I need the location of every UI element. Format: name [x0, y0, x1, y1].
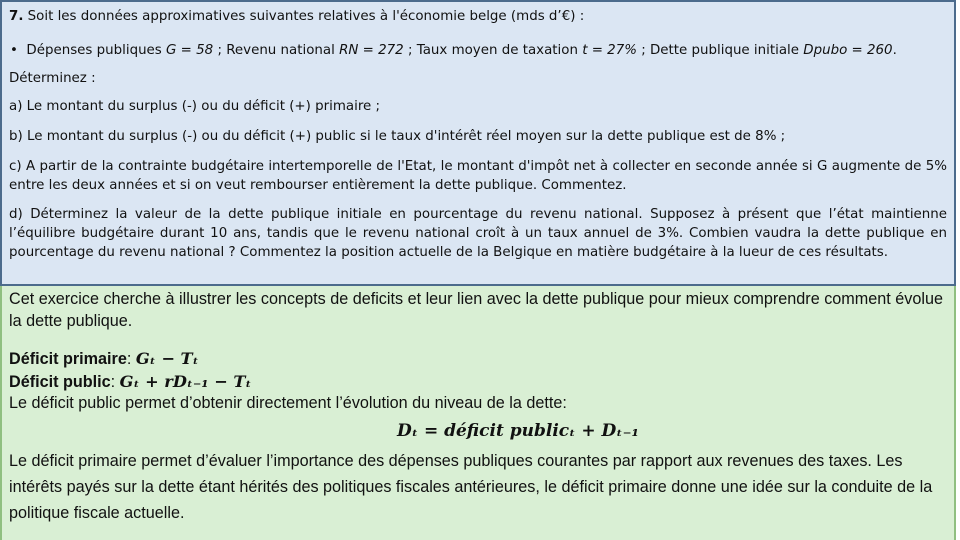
question-title: [9, 7, 947, 26]
data-part-dpub: Dpubo = 260: [803, 43, 893, 58]
primary-deficit-definition: Déficit primaire: Gₜ − Tₜ: [9, 349, 199, 368]
question-part-b: b) Le montant du surplus (-) ou du déficit (+) public si le taux d'intérêt réel moyen sur la dette publique est de 8% ;: [9, 129, 786, 144]
answer-intro: Cet exercice cherche à illustrer les concepts de deficits et leur lien avec la dette publique pour mieux comprendre comment évolue la dette publique.: [9, 290, 943, 330]
question-part-c: c) A partir de la contrainte budgétaire intertemporelle de l'Etat, le montant d'impôt net à collecter en seconde année si G augmente de 5% entre les deux années et si on veut rembourser entièrement la dette publique. Commentez.: [9, 159, 947, 193]
data-part-rn: RN = 272: [339, 43, 404, 58]
bullet-icon: •: [10, 43, 18, 58]
public-deficit-label: Déficit public: [9, 372, 111, 391]
data-part-7: ; Dette publique initiale: [636, 43, 804, 58]
question-part-a: a) Le montant du surplus (-) ou du déficit (+) primaire ;: [9, 99, 381, 114]
data-part-g: G = 58: [166, 43, 214, 58]
debt-sentence: Le déficit public permet d’obtenir directement l’évolution du niveau de la dette:: [9, 394, 567, 412]
data-part-3: ; Revenu national: [213, 43, 340, 58]
primary-deficit-formula: Gₜ − Tₜ: [135, 349, 199, 368]
data-part-5: ; Taux moyen de taxation: [403, 43, 583, 58]
debt-formula: Dₜ = déficit publicₜ + Dₜ₋₁: [396, 420, 639, 441]
data-part-9: .: [892, 43, 897, 58]
public-deficit-definition: Déficit public: Gₜ + rDₜ₋₁ − Tₜ: [9, 371, 252, 391]
question-part-d: d) Déterminez la valeur de la dette publique initiale en pourcentage du revenu national. Supposez à présent que l’état maintienne l’équilibre budgétaire durant 10 ans, tandis que le revenu national croît à un taux annuel de 3%. Combien vaudra la dette publique en pourcentage du revenu national ? Commentez la position actuelle de la Belgique en matière budgétaire à la lueur de ces résultats.: [9, 207, 947, 260]
data-bullet: [9, 41, 947, 60]
data-part-1: Dépenses publiques: [26, 43, 167, 58]
question-number: 7.: [9, 9, 24, 24]
primary-deficit-label: Déficit primaire: [9, 350, 127, 368]
data-part-t: t = 27%: [582, 43, 637, 58]
question-title-text: Soit les données approximatives suivantes relatives à l'économie belge (mds d’€) :: [27, 9, 585, 24]
public-deficit-formula: Gₜ + rDₜ₋₁ − Tₜ: [119, 371, 252, 391]
answer-box: [0, 286, 956, 540]
answer-paragraph-2: Le déficit primaire permet d’évaluer l’importance des dépenses publiques courantes par rapport aux revenues des taxes. Les intérêts payés sur la dette étant hérités des politiques fiscales antérieures, le déficit primaire donne une idée sur la conduite de la politique fiscale actuelle.: [9, 452, 933, 522]
determinez-label: Déterminez :: [9, 71, 96, 86]
